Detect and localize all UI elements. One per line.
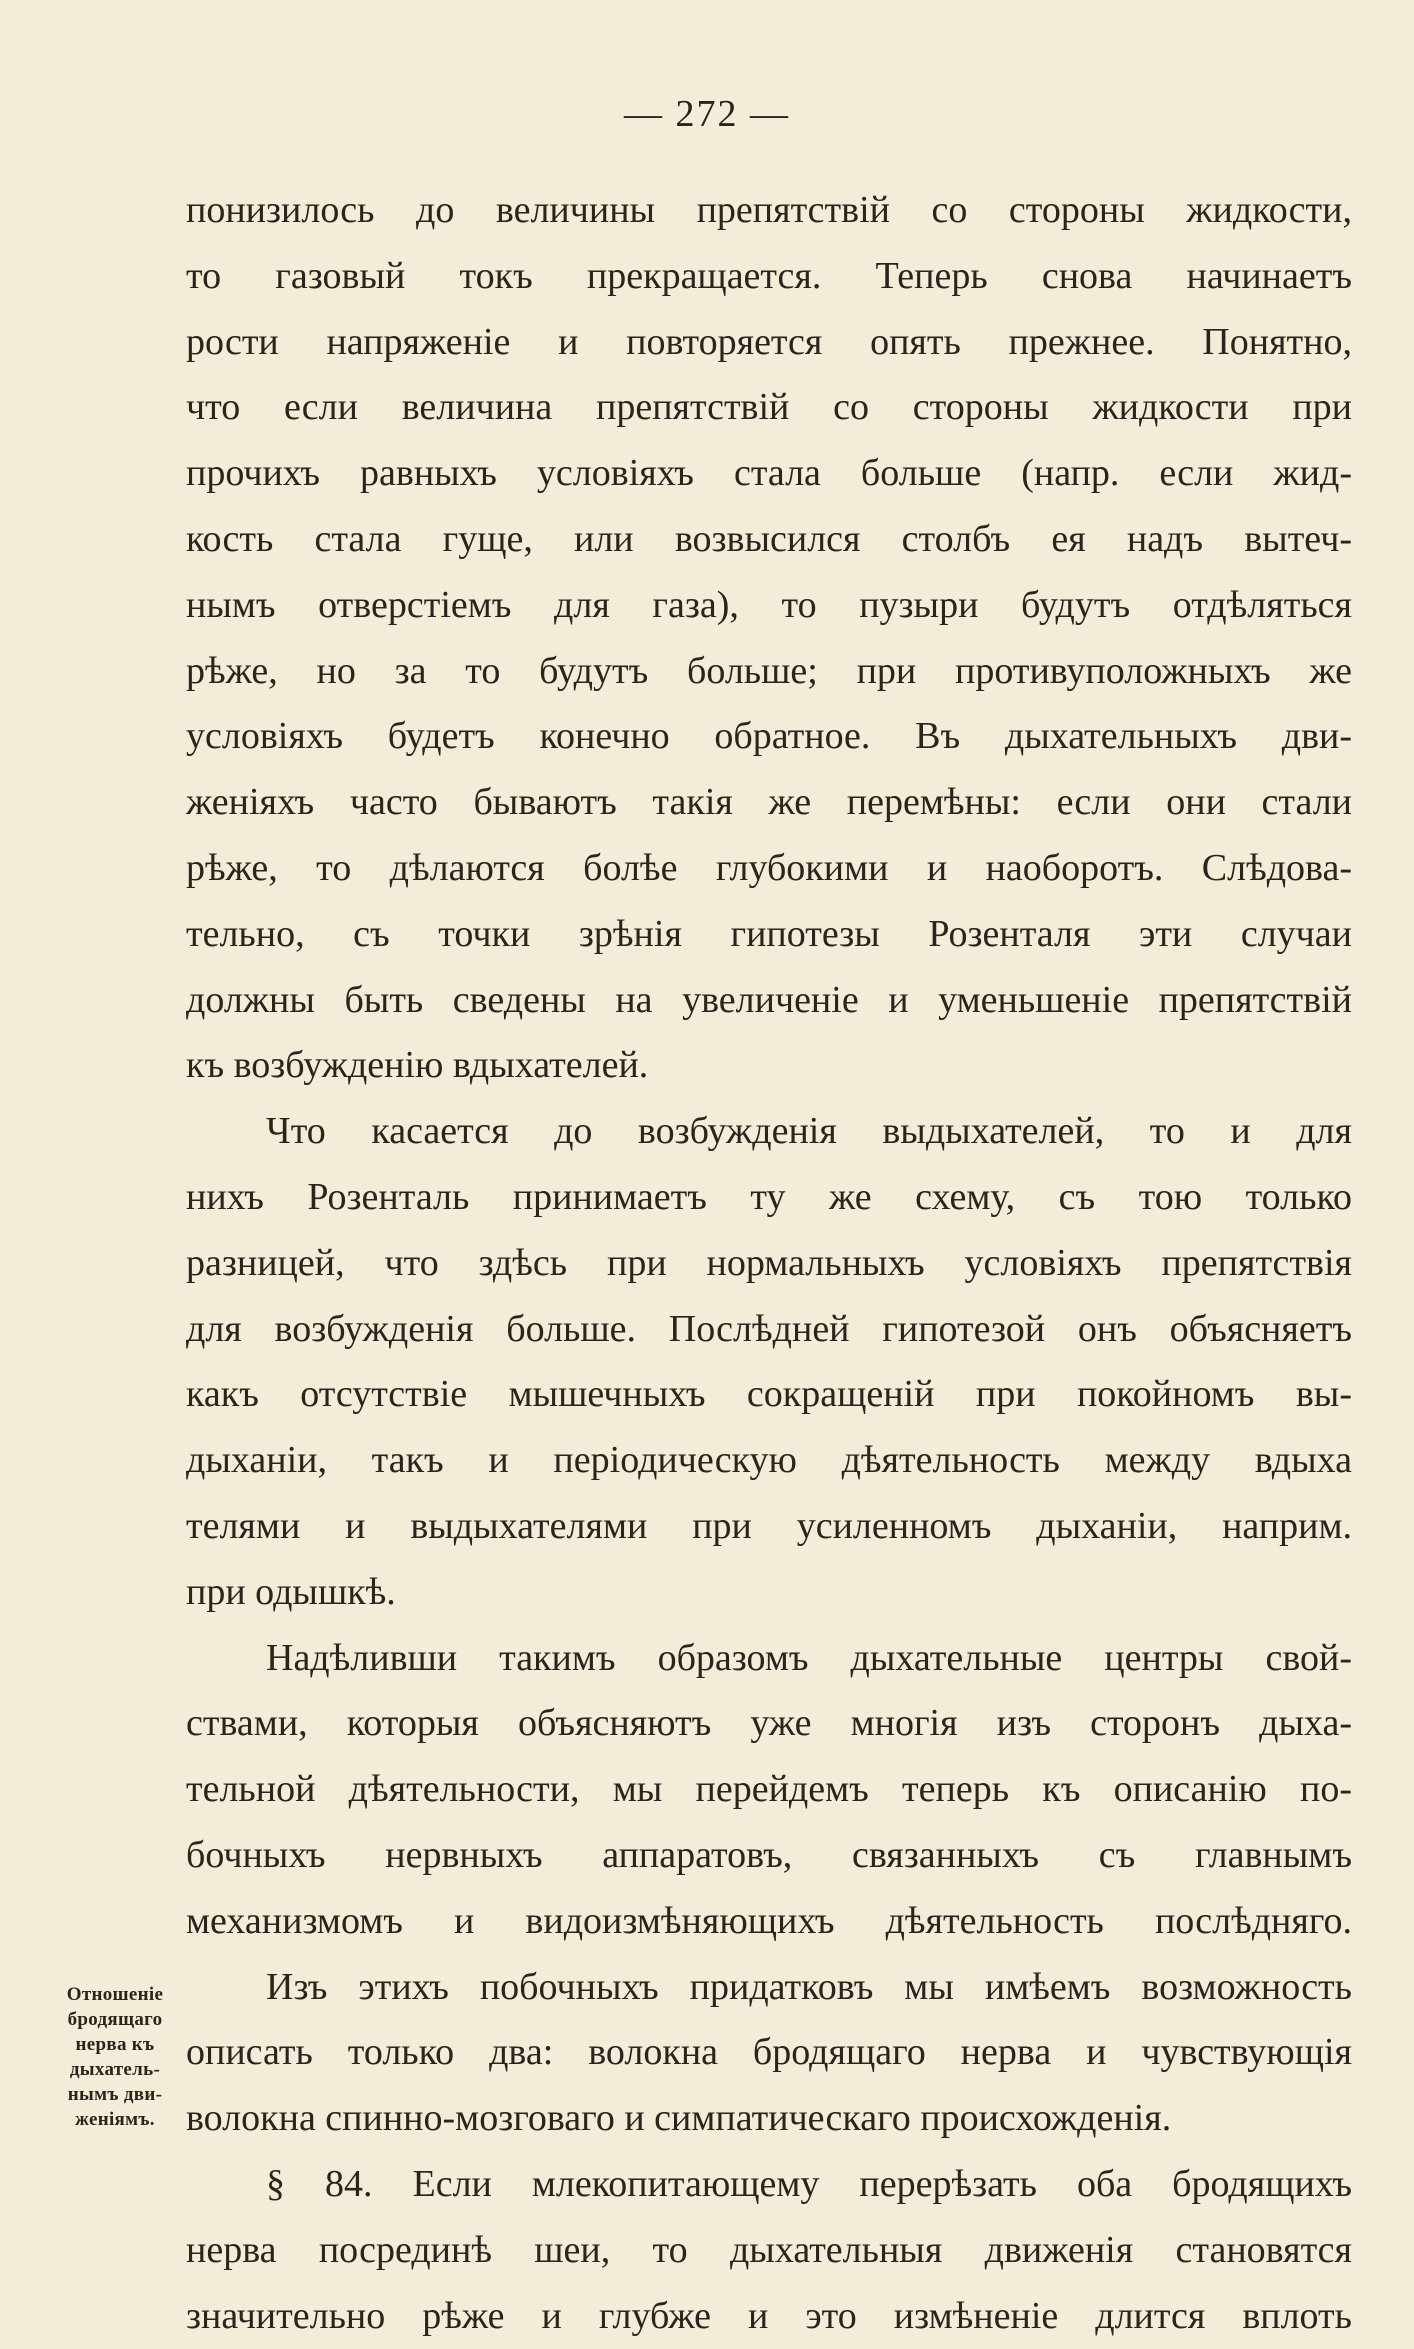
page-number: — 272 —: [0, 92, 1414, 136]
margin-note-line: женіямъ.: [40, 2107, 190, 2132]
text-line: описать только два: волокна бродящаго нерва и чувствующія: [186, 2020, 1352, 2086]
text-line: при одышкѣ.: [186, 1560, 1352, 1626]
body-text: [186, 178, 1352, 2349]
text-line: что если величина препятствій со стороны жидкости при: [186, 375, 1352, 441]
text-line: рѣже, то дѣлаются болѣе глубокими и наоборотъ. Слѣдова-: [186, 836, 1352, 902]
margin-note: [40, 1982, 190, 2132]
text-line: какъ отсутствіе мышечныхъ сокращеній при покойномъ вы-: [186, 1362, 1352, 1428]
text-line: ствами, которыя объясняютъ уже многія изъ сторонъ дыха-: [186, 1691, 1352, 1757]
text-line: рости напряженіе и повторяется опять прежнее. Понятно,: [186, 310, 1352, 376]
text-line: условіяхъ будетъ конечно обратное. Въ дыхательныхъ дви-: [186, 704, 1352, 770]
text-line: женіяхъ часто бываютъ такія же перемѣны: если они стали: [186, 770, 1352, 836]
text-line: Что касается до возбужденія выдыхателей, то и для: [186, 1099, 1352, 1165]
text-line: то газовый токъ прекращается. Теперь снова начинаетъ: [186, 244, 1352, 310]
margin-note-line: нерва къ: [40, 2032, 190, 2057]
text-line: понизилось до величины препятствій со стороны жидкости,: [186, 178, 1352, 244]
text-line: тельной дѣятельности, мы перейдемъ теперь къ описанію по-: [186, 1757, 1352, 1823]
text-line: нымъ отверстіемъ для газа), то пузыри будутъ отдѣляться: [186, 573, 1352, 639]
section-heading-line: § 84. Если млекопитающему перерѣзать оба бродящихъ: [186, 2152, 1352, 2218]
text-line: прочихъ равныхъ условіяхъ стала больше (напр. если жид-: [186, 441, 1352, 507]
margin-note-line: нымъ дви-: [40, 2082, 190, 2107]
text-line: разницей, что здѣсь при нормальныхъ условіяхъ препятствія: [186, 1231, 1352, 1297]
margin-note-line: бродящаго: [40, 2007, 190, 2032]
text-line: Надѣливши такимъ образомъ дыхательные центры свой-: [186, 1626, 1352, 1692]
text-line: дыханіи, такъ и періодическую дѣятельность между вдыха: [186, 1428, 1352, 1494]
text-line: кость стала гуще, или возвысился столбъ ея надъ вытеч-: [186, 507, 1352, 573]
text-line: должны быть сведены на увеличеніе и уменьшеніе препятствій: [186, 968, 1352, 1034]
text-line: нихъ Розенталь принимаетъ ту же схему, съ тою только: [186, 1165, 1352, 1231]
text-line: волокна спинно-мозговаго и симпатическаго происхожденія.: [186, 2086, 1352, 2152]
text-line: значительно рѣже и глубже и это измѣненіе длится вплоть: [186, 2284, 1352, 2349]
text-line: рѣже, но за то будутъ больше; при противуположныхъ же: [186, 639, 1352, 705]
text-line: нерва посрединѣ шеи, то дыхательныя движенія становятся: [186, 2218, 1352, 2284]
text-line: къ возбужденію вдыхателей.: [186, 1033, 1352, 1099]
text-line: для возбужденія больше. Послѣдней гипотезой онъ объясняетъ: [186, 1297, 1352, 1363]
text-line: телями и выдыхателями при усиленномъ дыханіи, наприм.: [186, 1494, 1352, 1560]
text-line: бочныхъ нервныхъ аппаратовъ, связанныхъ съ главнымъ: [186, 1823, 1352, 1889]
text-line: Изъ этихъ побочныхъ придатковъ мы имѣемъ возможность: [186, 1955, 1352, 2021]
text-line: механизмомъ и видоизмѣняющихъ дѣятельность послѣдняго.: [186, 1889, 1352, 1955]
margin-note-line: дыхатель-: [40, 2057, 190, 2082]
margin-note-line: Отношеніе: [40, 1982, 190, 2007]
text-line: тельно, съ точки зрѣнія гипотезы Розенталя эти случаи: [186, 902, 1352, 968]
